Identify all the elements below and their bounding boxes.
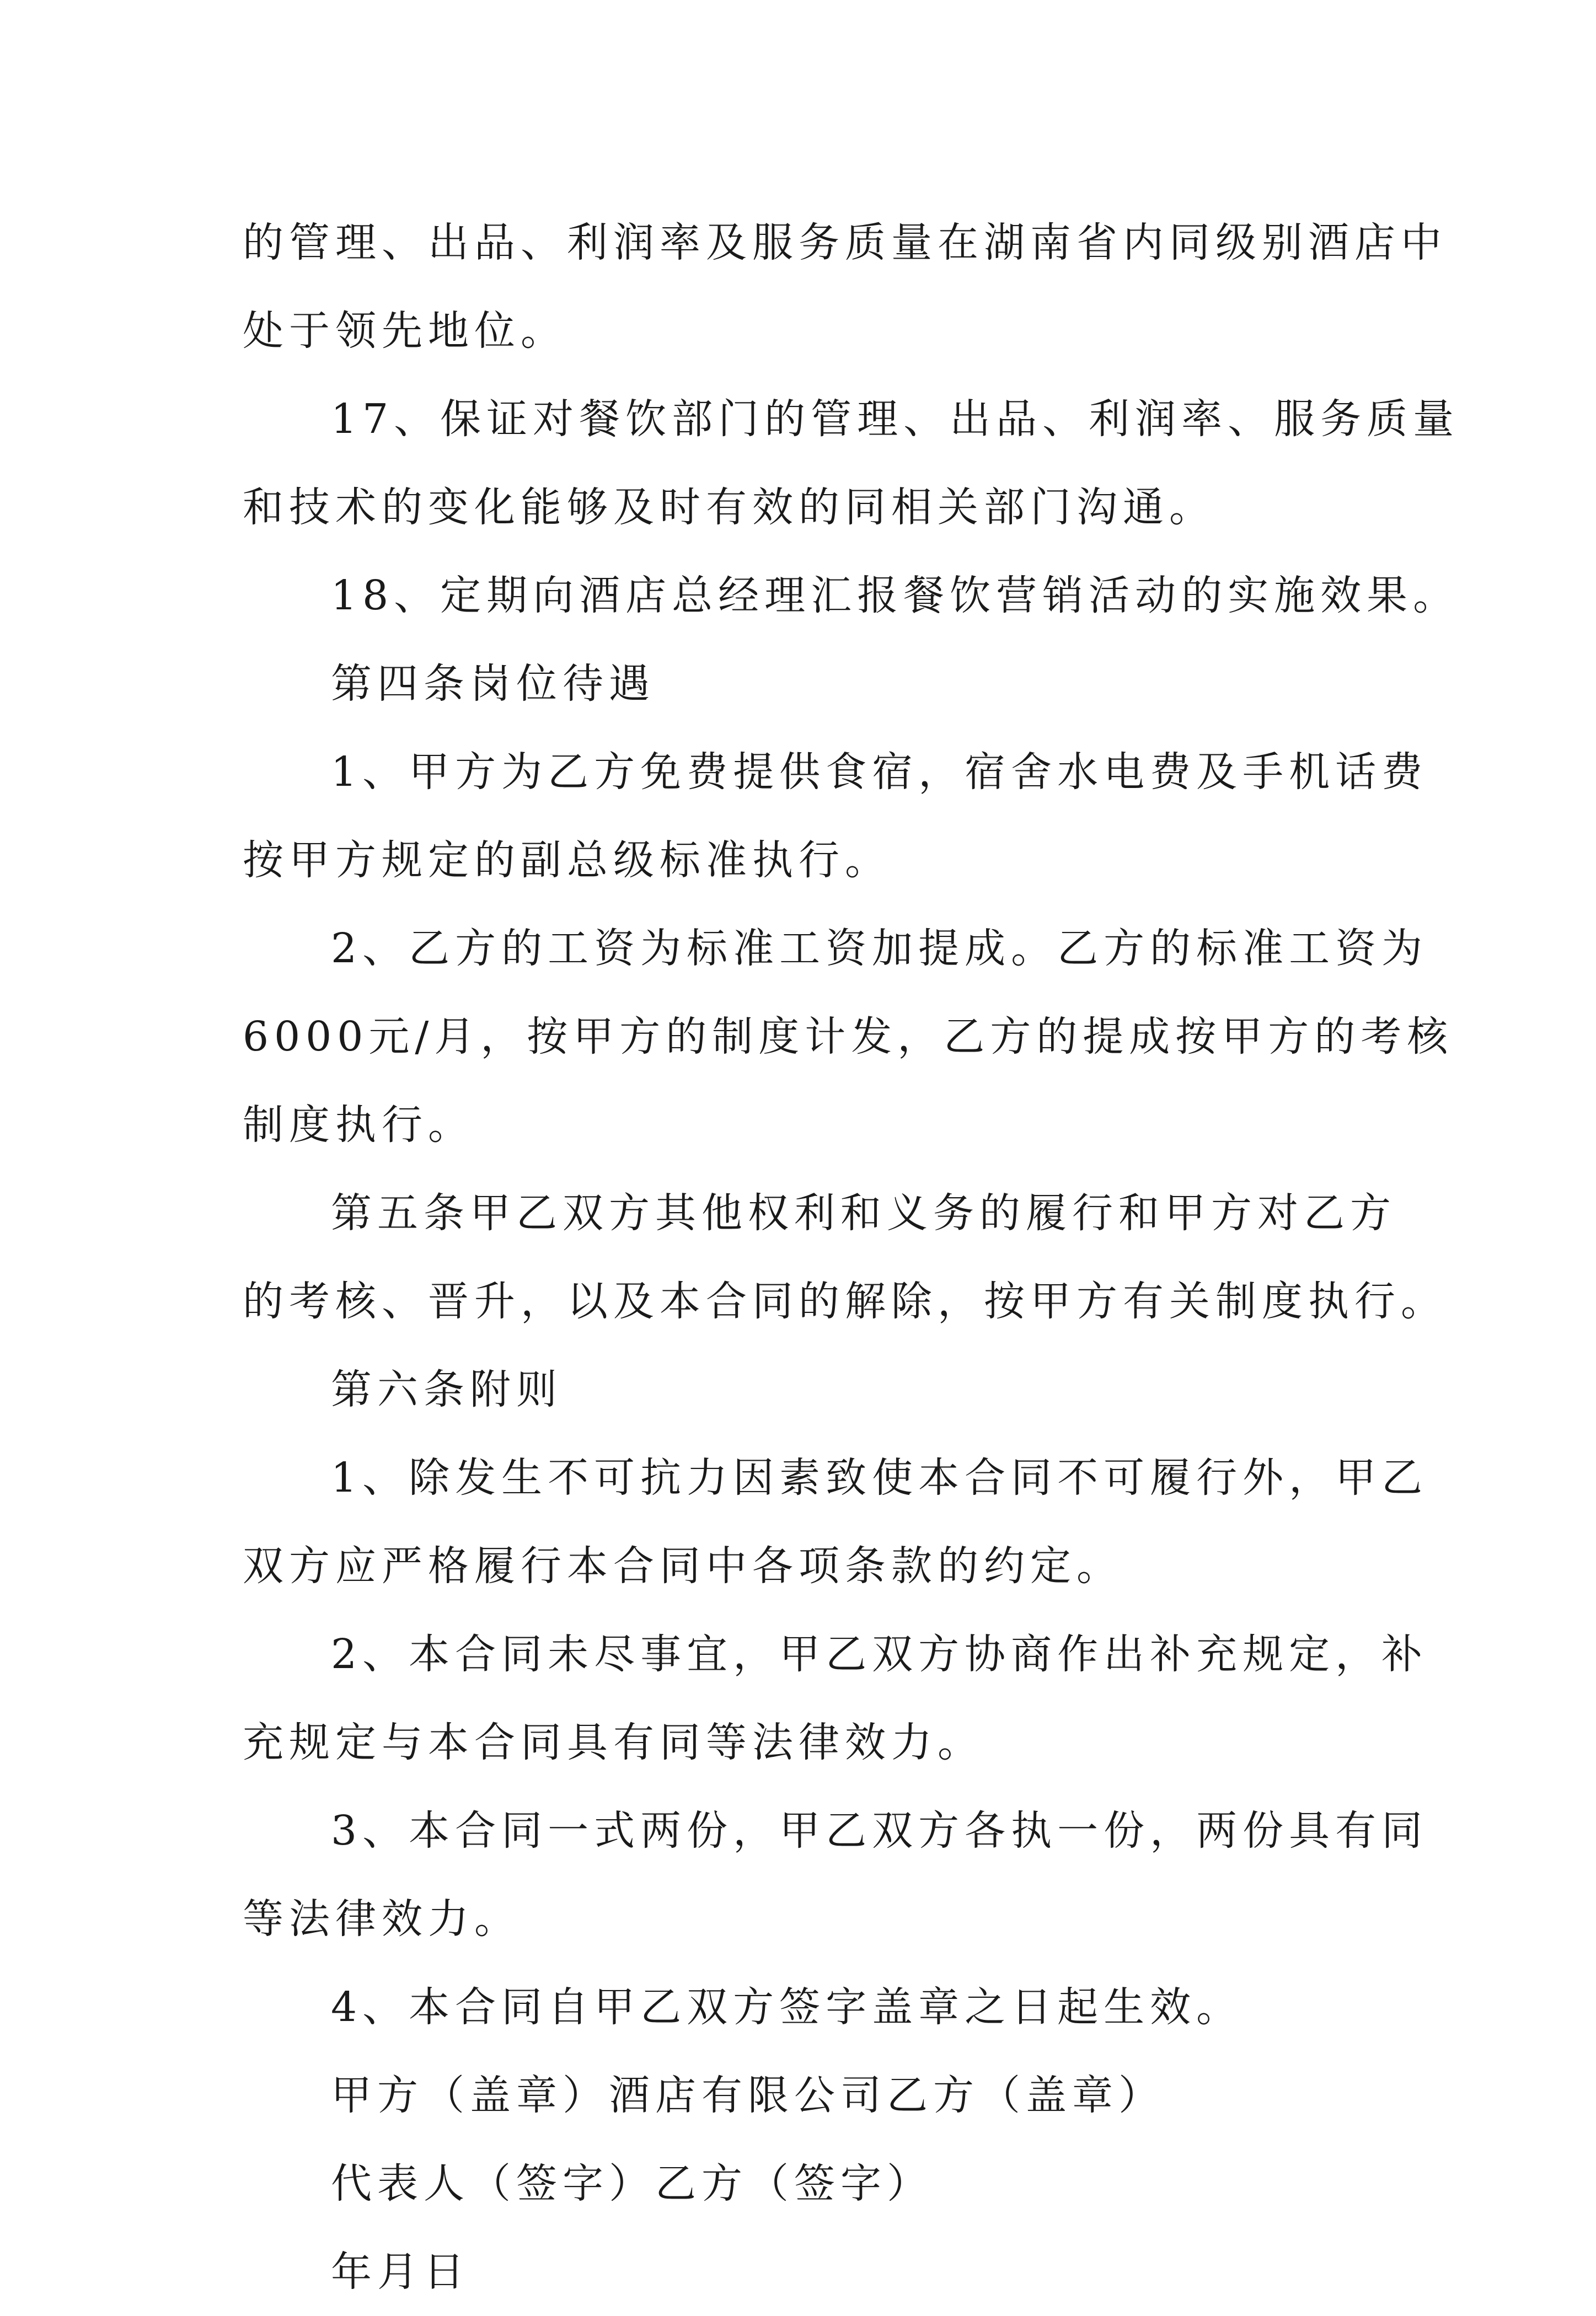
paragraph-p14 [243, 2228, 1368, 2316]
paragraph-p7 [243, 1345, 1368, 1434]
document-body [243, 199, 1460, 2316]
paragraph-p4 [243, 728, 1428, 904]
text-line: 3、本合同一式两份，甲乙双方各执一份，两份具有同 [331, 1807, 1428, 1854]
text-line: 按甲方规定的副总级标准执行。 [243, 837, 891, 884]
text-line: 4、本合同自甲乙双方签字盖章之日起生效。 [331, 1983, 1243, 2031]
paragraph-p2 [243, 551, 1460, 640]
text-line: 等法律效力。 [243, 1895, 521, 1943]
text-line: 和技术的变化能够及时有效的同相关部门沟通。 [243, 484, 1215, 531]
text-line: 第五条甲乙双方其他权利和义务的履行和甲方对乙方 [331, 1189, 1396, 1237]
paragraph-p8 [243, 1434, 1428, 1610]
text-line: 制度执行。 [243, 1101, 474, 1149]
text-line: 的考核、晋升，以及本合同的解除，按甲方有关制度执行。 [243, 1278, 1447, 1325]
paragraph-p13 [243, 2140, 1368, 2228]
paragraph-p5 [243, 904, 1454, 1169]
paragraph-p11 [243, 1963, 1368, 2051]
paragraph-p0 [243, 199, 1447, 375]
text-line: 年月日 [331, 2248, 470, 2296]
text-line: 17、保证对餐饮部门的管理、出品、利润率、服务质量 [331, 395, 1460, 443]
text-line: 甲方（盖章）酒店有限公司乙方（盖章） [331, 2072, 1165, 2119]
text-line: 充规定与本合同具有同等法律效力。 [243, 1719, 984, 1766]
text-line: 第六条附则 [331, 1366, 563, 1413]
text-line: 2、乙方的工资为标准工资加提成。乙方的标准工资为 [331, 925, 1428, 972]
text-line: 处于领先地位。 [243, 307, 567, 355]
text-line: 双方应严格履行本合同中各项条款的约定。 [243, 1542, 1123, 1590]
text-line: 的管理、出品、利润率及服务质量在湖南省内同级别酒店中 [243, 219, 1447, 266]
paragraph-p9 [243, 1610, 1428, 1787]
text-line: 1、除发生不可抗力因素致使本合同不可履行外，甲乙 [331, 1454, 1428, 1502]
paragraph-p6 [243, 1169, 1447, 1345]
paragraph-p3 [243, 640, 1368, 728]
text-line: 第四条岗位待遇 [331, 660, 655, 707]
paragraph-p12 [243, 2051, 1368, 2140]
text-line: 18、定期向酒店总经理汇报餐饮营销活动的实施效果。 [331, 572, 1460, 619]
text-line: 代表人（签字）乙方（签字） [331, 2160, 933, 2207]
paragraph-p10 [243, 1787, 1428, 1963]
text-line: 2、本合同未尽事宜，甲乙双方协商作出补充规定，补 [331, 1631, 1428, 1678]
text-line: 6000元/月，按甲方的制度计发，乙方的提成按甲方的考核 [243, 1013, 1454, 1060]
text-line: 1、甲方为乙方免费提供食宿，宿舍水电费及手机话费 [331, 748, 1428, 796]
paragraph-p1 [243, 375, 1460, 551]
